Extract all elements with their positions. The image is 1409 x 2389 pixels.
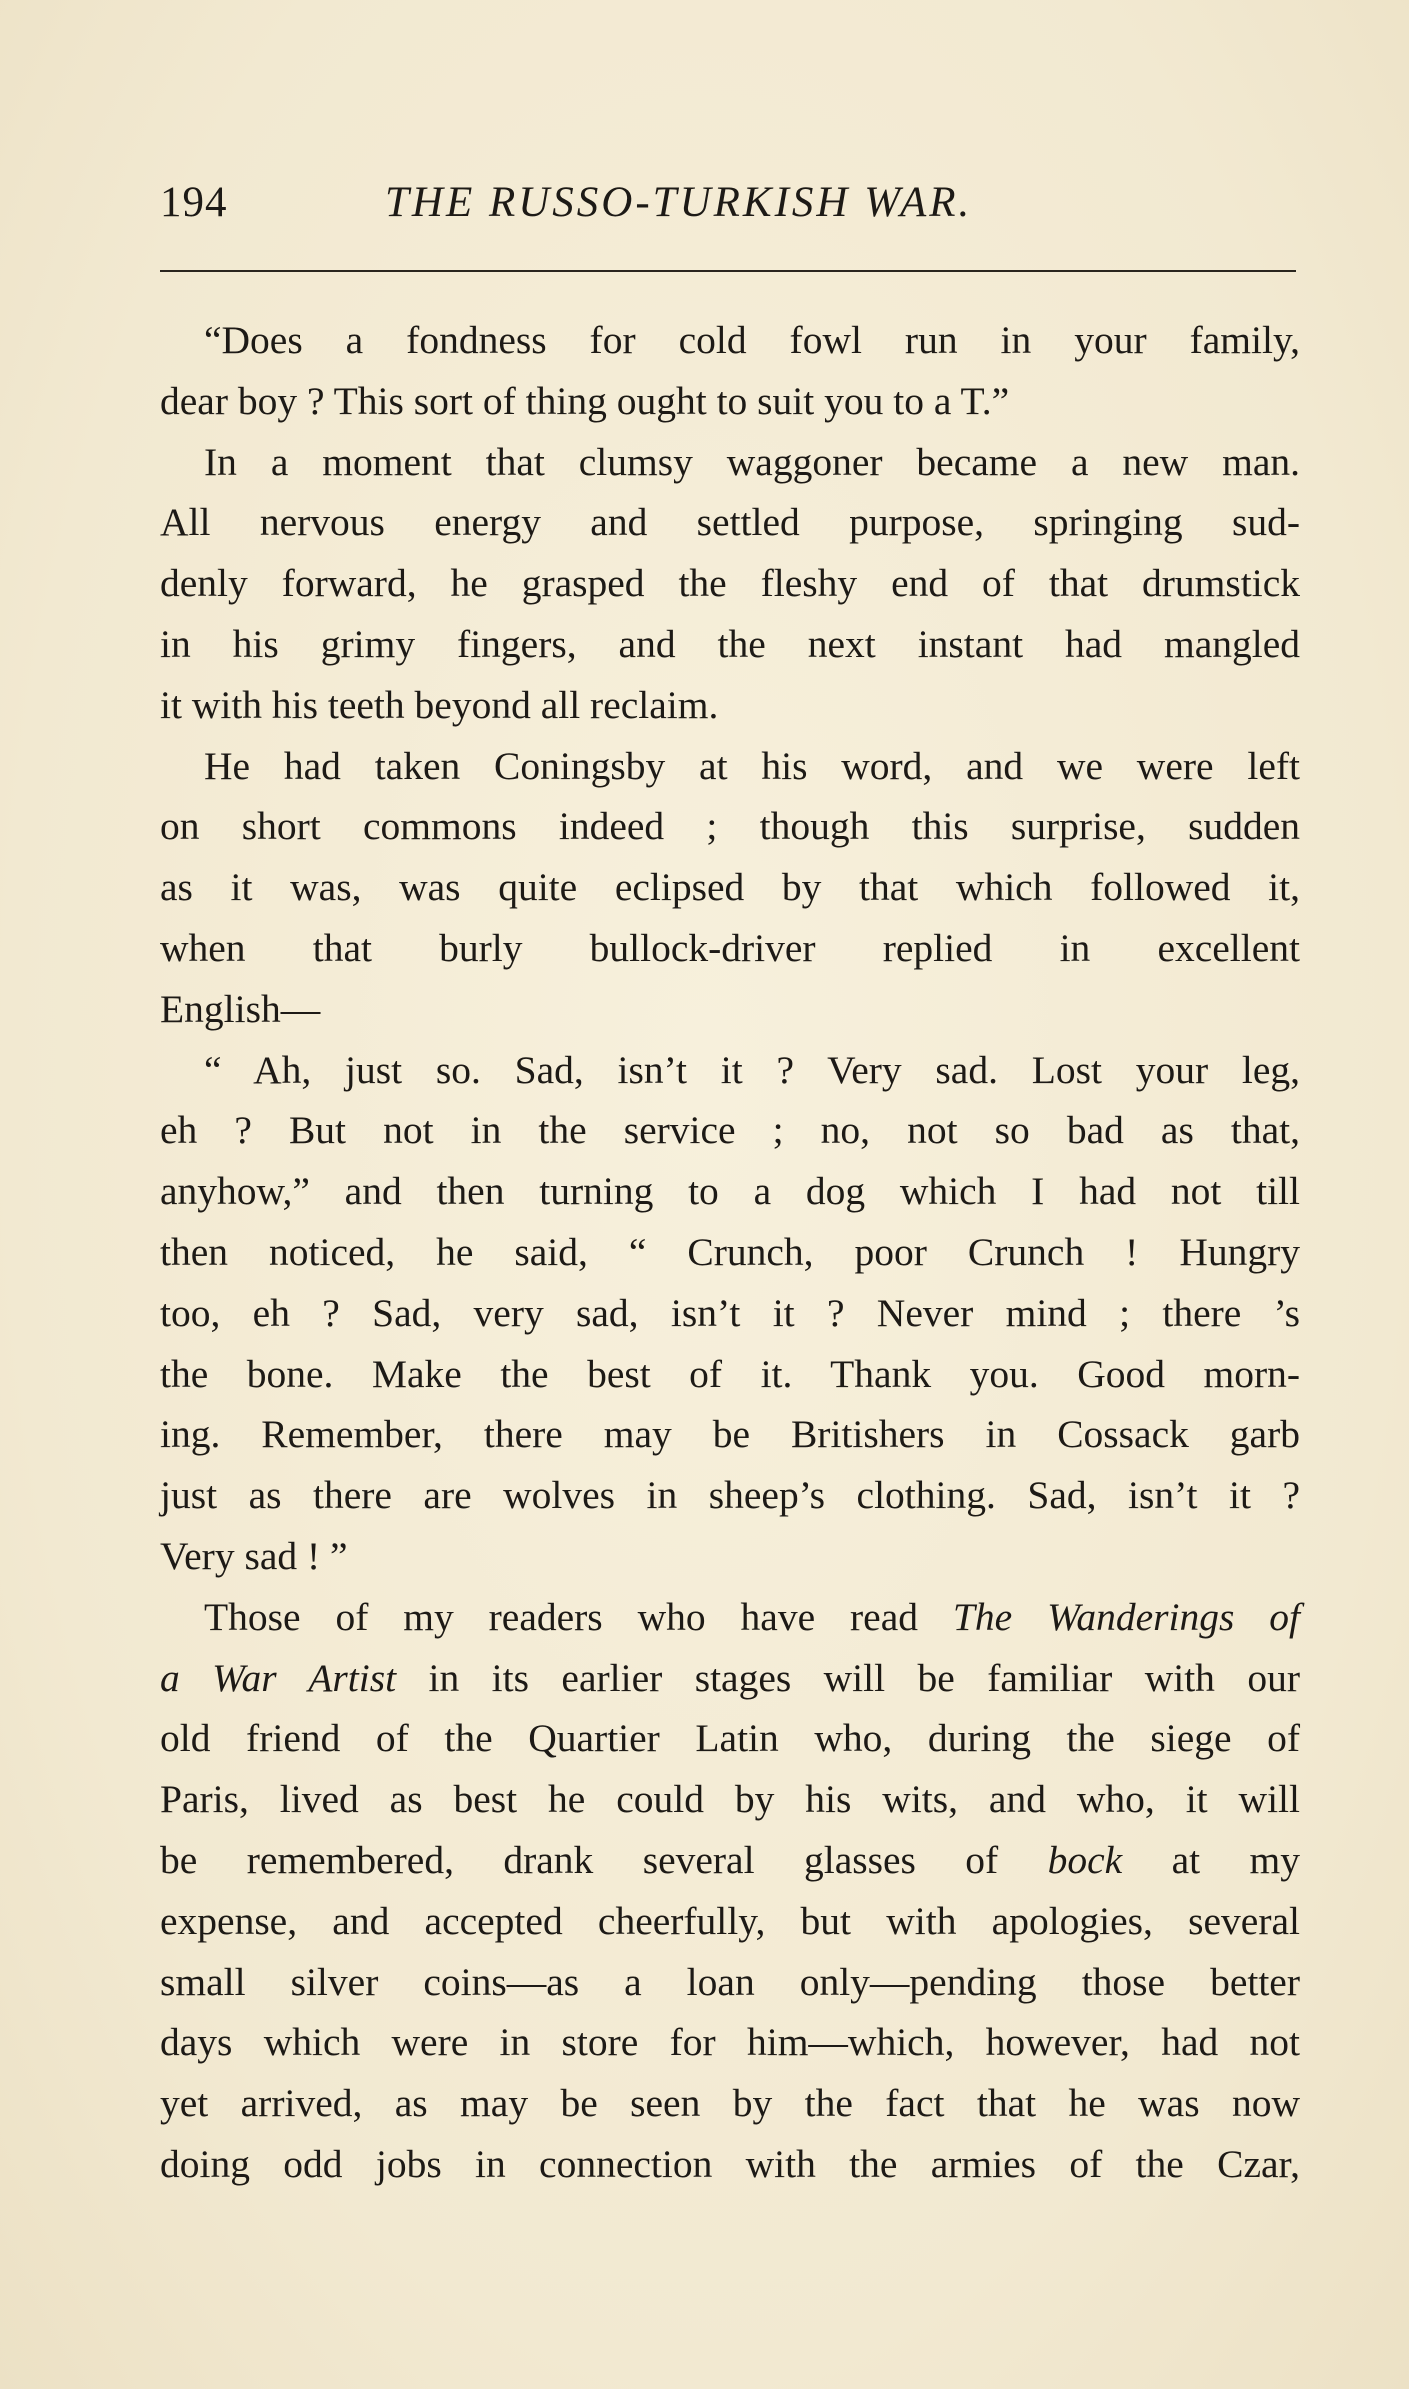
italic-word-bock: bock [1047,1837,1123,1882]
text-line: too, eh ? Sad, very sad, isn’t it ? Never mind ; there ’s [160,1290,1300,1335]
text-line: “ Ah, just so. Sad, isn’t it ? Very sad. Lost your leg, [204,1047,1300,1092]
text-line: just as there are wolves in sheep’s clothing. Sad, isn’t it ? [160,1473,1300,1518]
text-line: it with his teeth beyond all reclaim. [160,682,719,727]
text-line: anyhow,” and then turning to a dog which I had not till [160,1169,1300,1214]
text-line: days which were in store for him—which, however, had not [160,2020,1300,2065]
paragraph-5 [160,1587,1300,2195]
text-line: English— [160,986,321,1031]
text-line: All nervous energy and settled purpose, springing sud- [160,500,1300,545]
text-line [160,1587,1300,1648]
text-line: ing. Remember, there may be Britishers in Cossack garb [160,1412,1300,1457]
paragraph-1 [160,310,1300,432]
text-line [160,1830,1300,1891]
text-line: “Does a fondness for cold fowl run in your family, [204,318,1300,362]
paragraph-4 [160,1040,1300,1587]
text-line: expense, and accepted cheerfully, but with apologies, several [160,1898,1300,1943]
text-line: then noticed, he said, “ Crunch, poor Crunch ! Hungry [160,1229,1300,1274]
paragraph-2 [160,432,1300,736]
text-line: doing odd jobs in connection with the armies of the Czar, [160,2141,1300,2186]
text-line: eh ? But not in the service ; no, not so bad as that, [160,1108,1300,1153]
text-line: He had taken Coningsby at his word, and we were left [204,743,1300,788]
text-line [160,1648,1300,1709]
text-line: when that burly bullock-driver replied in excellent [160,925,1300,970]
body-text [160,310,1300,2195]
text-line: Very sad ! ” [160,1533,348,1578]
italic-book-title: a War Artist [160,1655,397,1700]
text-fragment: Those of my readers who have read [204,1594,953,1639]
text-fragment: at my [1122,1837,1300,1882]
page-header [160,178,1300,238]
text-fragment: in its earlier stages will be familiar with our [396,1655,1300,1700]
text-line: dear boy ? This sort of thing ought to suit you to a T.” [160,378,1010,423]
text-line: yet arrived, as may be seen by the fact that he was now [160,2081,1300,2126]
header-rule [160,270,1296,272]
text-line: as it was, was quite eclipsed by that which followed it, [160,865,1300,910]
running-title: THE RUSSO-TURKISH WAR. [385,179,973,226]
text-line: small silver coins—as a loan only—pending those better [160,1959,1300,2004]
text-fragment: be remembered, drank several glasses of [160,1837,1048,1882]
text-line: on short commons indeed ; though this surprise, sudden [160,804,1300,849]
page-number: 194 [160,179,228,226]
text-line: the bone. Make the best of it. Thank you. Good morn- [160,1351,1300,1396]
text-line: Paris, lived as best he could by his wits, and who, it will [160,1777,1300,1822]
text-line: old friend of the Quartier Latin who, during the siege of [160,1716,1300,1761]
text-line: in his grimy fingers, and the next instant had mangled [160,621,1300,666]
text-line: In a moment that clumsy waggoner became a new man. [204,439,1300,484]
italic-book-title: The Wanderings of [952,1594,1300,1639]
paragraph-3 [160,736,1300,1040]
text-line: denly forward, he grasped the fleshy end of that drumstick [160,561,1300,606]
